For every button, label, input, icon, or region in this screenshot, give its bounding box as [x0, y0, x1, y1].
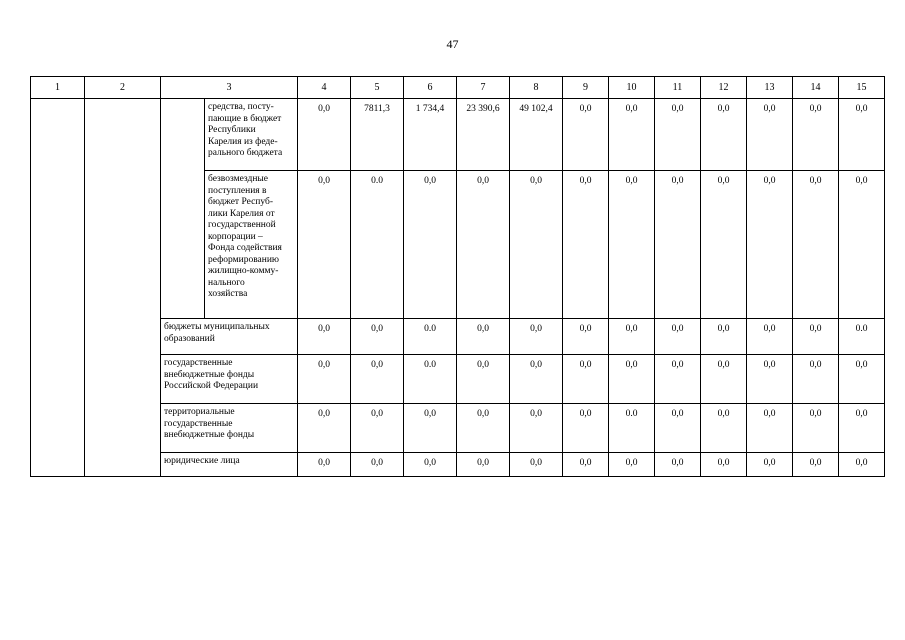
value-cell: 0,0 [298, 319, 351, 355]
value-cell: 0,0 [298, 171, 351, 319]
value-cell: 0,0 [747, 171, 793, 319]
value-cell: 0.0 [351, 171, 404, 319]
value-cell: 0.0 [404, 355, 457, 404]
row-label: территориальные государственные внебюджетные фонды [161, 404, 298, 453]
budget-table [30, 76, 885, 477]
value-cell: 0,0 [655, 355, 701, 404]
value-cell: 0,0 [655, 99, 701, 171]
row-label: государственные внебюджетные фонды Российской Федерации [161, 355, 298, 404]
value-cell: 0,0 [793, 453, 839, 477]
value-cell: 0,0 [839, 99, 885, 171]
value-cell: 0,0 [793, 99, 839, 171]
row-label: средства, посту- пающие в бюджет Республики Карелия из феде- рального бюджета [205, 99, 298, 171]
value-cell: 0,0 [793, 404, 839, 453]
value-cell: 0,0 [563, 404, 609, 453]
value-cell: 0,0 [298, 355, 351, 404]
value-cell: 23 390,6 [457, 99, 510, 171]
header-cell: 6 [404, 77, 457, 99]
value-cell: 0,0 [404, 453, 457, 477]
value-cell: 0,0 [701, 99, 747, 171]
value-cell: 0,0 [609, 99, 655, 171]
value-cell: 0,0 [655, 171, 701, 319]
header-cell: 14 [793, 77, 839, 99]
value-cell: 0,0 [351, 404, 404, 453]
header-cell: 7 [457, 77, 510, 99]
value-cell: 0,0 [563, 99, 609, 171]
value-cell: 1 734,4 [404, 99, 457, 171]
value-cell: 0,0 [404, 171, 457, 319]
value-cell: 0,0 [747, 453, 793, 477]
row-label: безвозмездные поступления в бюджет Респуб- лики Карелия от государственной корпорации – Фонда содействия реформированию жилищно-комму- нального хозяйства [205, 171, 298, 319]
value-cell: 0,0 [747, 404, 793, 453]
value-cell: 0,0 [793, 355, 839, 404]
value-cell: 0,0 [701, 171, 747, 319]
value-cell: 0,0 [701, 319, 747, 355]
value-cell: 0,0 [747, 319, 793, 355]
value-cell: 0,0 [298, 453, 351, 477]
value-cell: 0.0 [609, 404, 655, 453]
value-cell: 0,0 [404, 404, 457, 453]
header-cell: 5 [351, 77, 404, 99]
column-3-indent-cell [161, 99, 205, 319]
value-cell: 0,0 [351, 355, 404, 404]
value-cell: 0,0 [510, 171, 563, 319]
page-number: 47 [446, 37, 459, 51]
value-cell: 49 102,4 [510, 99, 563, 171]
value-cell: 0,0 [510, 453, 563, 477]
row-label: юридические лица [161, 453, 298, 477]
value-cell: 0,0 [701, 404, 747, 453]
value-cell: 0,0 [609, 453, 655, 477]
header-cell: 8 [510, 77, 563, 99]
value-cell: 0,0 [793, 319, 839, 355]
value-cell: 0,0 [510, 404, 563, 453]
value-cell: 0,0 [457, 453, 510, 477]
header-cell: 12 [701, 77, 747, 99]
value-cell: 0,0 [351, 319, 404, 355]
header-cell: 9 [563, 77, 609, 99]
value-cell: 0,0 [747, 355, 793, 404]
value-cell: 0,0 [563, 355, 609, 404]
value-cell: 0,0 [839, 355, 885, 404]
value-cell: 0,0 [563, 453, 609, 477]
value-cell: 0,0 [839, 171, 885, 319]
table-row [31, 99, 885, 171]
value-cell: 0,0 [701, 355, 747, 404]
value-cell: 0,0 [609, 319, 655, 355]
value-cell: 0,0 [839, 404, 885, 453]
row-label: бюджеты муниципальных образований [161, 319, 298, 355]
header-cell: 13 [747, 77, 793, 99]
value-cell: 0,0 [655, 453, 701, 477]
header-cell: 2 [85, 77, 161, 99]
header-cell: 4 [298, 77, 351, 99]
value-cell: 0,0 [351, 453, 404, 477]
column-2-cell [85, 99, 161, 477]
header-cell: 3 [161, 77, 298, 99]
header-cell: 1 [31, 77, 85, 99]
value-cell: 0,0 [793, 171, 839, 319]
value-cell: 0,0 [298, 404, 351, 453]
header-row [31, 77, 885, 99]
value-cell: 0,0 [609, 171, 655, 319]
value-cell: 0,0 [457, 319, 510, 355]
value-cell: 7811,3 [351, 99, 404, 171]
value-cell: 0,0 [839, 453, 885, 477]
header-cell: 15 [839, 77, 885, 99]
value-cell: 0.0 [839, 319, 885, 355]
value-cell: 0,0 [563, 319, 609, 355]
value-cell: 0,0 [747, 99, 793, 171]
value-cell: 0,0 [563, 171, 609, 319]
value-cell: 0,0 [510, 355, 563, 404]
value-cell: 0,0 [510, 319, 563, 355]
column-1-cell [31, 99, 85, 477]
value-cell: 0,0 [457, 404, 510, 453]
value-cell: 0,0 [655, 319, 701, 355]
value-cell: 0,0 [298, 99, 351, 171]
header-cell: 11 [655, 77, 701, 99]
value-cell: 0.0 [404, 319, 457, 355]
header-cell: 10 [609, 77, 655, 99]
value-cell: 0,0 [701, 453, 747, 477]
value-cell: 0,0 [609, 355, 655, 404]
value-cell: 0,0 [457, 171, 510, 319]
value-cell: 0,0 [457, 355, 510, 404]
value-cell: 0,0 [655, 404, 701, 453]
